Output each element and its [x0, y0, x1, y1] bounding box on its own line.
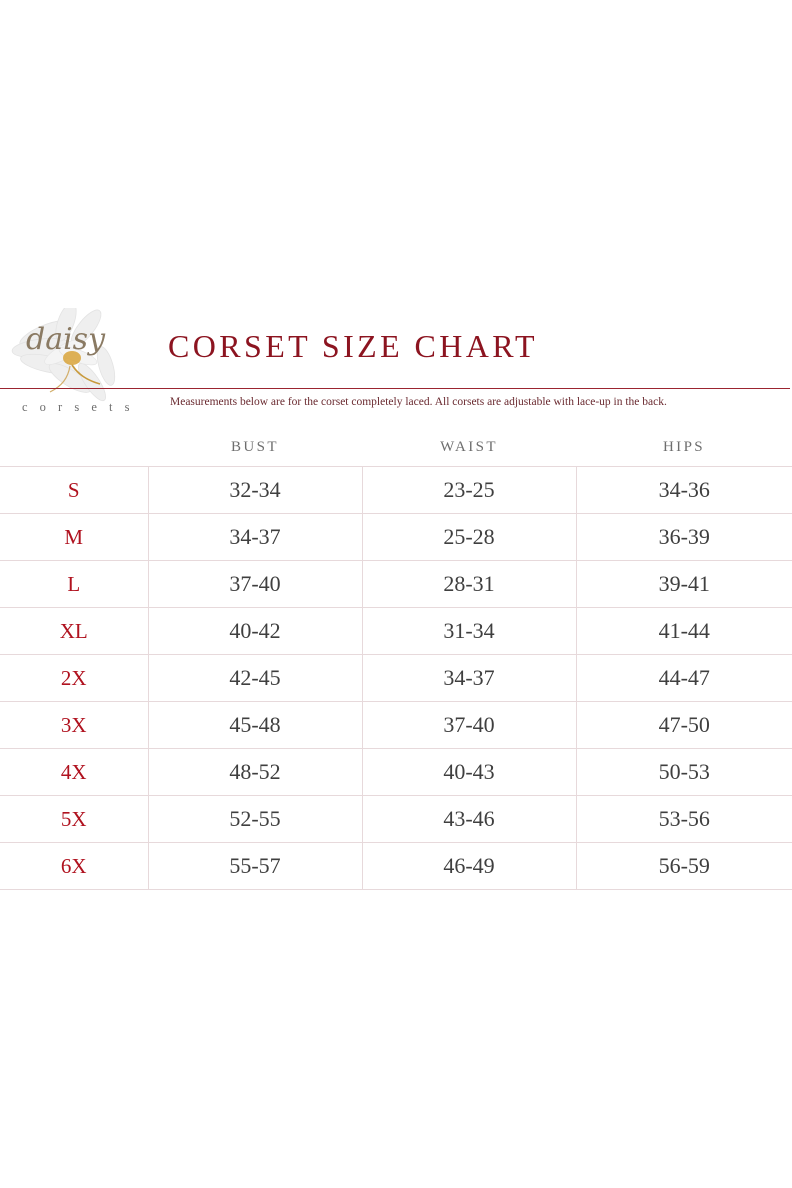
- header-rule: [0, 388, 790, 389]
- table-row: [0, 796, 792, 843]
- cell-waist: 40-43: [362, 749, 576, 796]
- table-row: [0, 655, 792, 702]
- cell-hips: 56-59: [576, 843, 792, 890]
- size-chart-table: [0, 428, 792, 890]
- cell-size: S: [0, 467, 148, 514]
- cell-bust: 42-45: [148, 655, 362, 702]
- column-header-hips: HIPS: [576, 428, 792, 467]
- cell-bust: 32-34: [148, 467, 362, 514]
- table-row: [0, 608, 792, 655]
- cell-hips: 39-41: [576, 561, 792, 608]
- chart-header: [0, 300, 792, 418]
- cell-waist: 43-46: [362, 796, 576, 843]
- title-wrap: [168, 328, 784, 365]
- cell-waist: 25-28: [362, 514, 576, 561]
- cell-waist: 34-37: [362, 655, 576, 702]
- cell-hips: 44-47: [576, 655, 792, 702]
- cell-size: M: [0, 514, 148, 561]
- cell-hips: 41-44: [576, 608, 792, 655]
- cell-waist: 23-25: [362, 467, 576, 514]
- cell-hips: 53-56: [576, 796, 792, 843]
- cell-bust: 45-48: [148, 702, 362, 749]
- cell-size: 5X: [0, 796, 148, 843]
- table-row: [0, 514, 792, 561]
- cell-bust: 34-37: [148, 514, 362, 561]
- column-header-bust: BUST: [148, 428, 362, 467]
- cell-size: 2X: [0, 655, 148, 702]
- cell-hips: 34-36: [576, 467, 792, 514]
- page-title: CORSET SIZE CHART: [168, 328, 538, 364]
- cell-bust: 52-55: [148, 796, 362, 843]
- cell-bust: 37-40: [148, 561, 362, 608]
- column-header-waist: WAIST: [362, 428, 576, 467]
- cell-bust: 55-57: [148, 843, 362, 890]
- brand-logo: [8, 308, 158, 418]
- brand-script-name: daisy: [26, 322, 106, 357]
- cell-hips: 50-53: [576, 749, 792, 796]
- header-subtitle: Measurements below are for the corset completely laced. All corsets are adjustable with lace-up in the back.: [170, 396, 667, 408]
- cell-size: 4X: [0, 749, 148, 796]
- cell-waist: 28-31: [362, 561, 576, 608]
- table-header-row: [0, 428, 792, 467]
- cell-waist: 46-49: [362, 843, 576, 890]
- cell-hips: 36-39: [576, 514, 792, 561]
- table-row: [0, 702, 792, 749]
- table-row: [0, 749, 792, 796]
- table-row: [0, 467, 792, 514]
- cell-size: XL: [0, 608, 148, 655]
- cell-size: L: [0, 561, 148, 608]
- table-row: [0, 561, 792, 608]
- column-header-size: [0, 428, 148, 467]
- table-row: [0, 843, 792, 890]
- cell-bust: 40-42: [148, 608, 362, 655]
- cell-size: 3X: [0, 702, 148, 749]
- cell-size: 6X: [0, 843, 148, 890]
- cell-waist: 31-34: [362, 608, 576, 655]
- cell-waist: 37-40: [362, 702, 576, 749]
- brand-sub-name: c o r s e t s: [22, 400, 134, 414]
- cell-hips: 47-50: [576, 702, 792, 749]
- cell-bust: 48-52: [148, 749, 362, 796]
